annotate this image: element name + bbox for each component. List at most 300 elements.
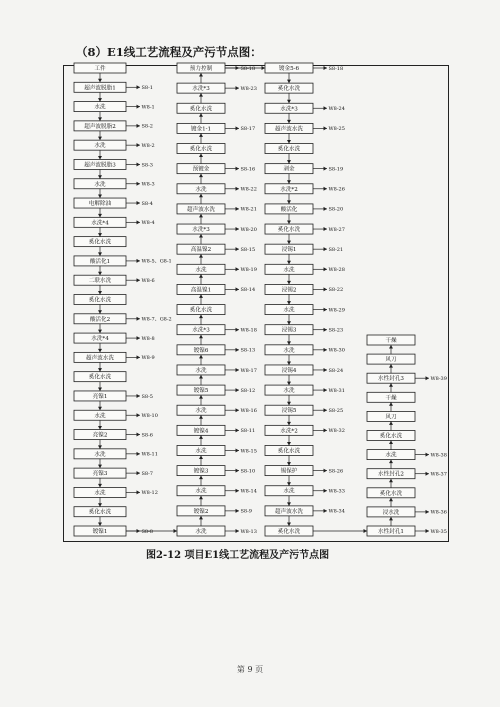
c2-node-9-output-arrowhead xyxy=(236,247,240,251)
c3-node-18-label: 水洗*2 xyxy=(280,428,298,435)
c2-node-4-connector-arrowhead xyxy=(199,133,203,137)
c3-node-10-connector-arrowhead xyxy=(287,261,291,265)
c3-node-1-connector-arrowhead xyxy=(287,80,291,84)
c2-node-5-output-label: S8-16 xyxy=(240,166,256,173)
c1-node-5-connector-arrowhead xyxy=(98,156,102,160)
c4-node-1-connector-arrowhead xyxy=(389,345,393,349)
c2-node-9-connector-arrowhead xyxy=(199,234,203,238)
c1-node-10-output-arrowhead xyxy=(137,259,141,263)
link-c2-to-c3-arrowhead xyxy=(262,66,266,70)
c1-node-15-connector-arrowhead xyxy=(98,349,102,353)
c4-node-10-output-arrowhead xyxy=(426,529,430,533)
c2-node-6-output-arrowhead xyxy=(236,187,240,191)
c1-node-5-output-arrowhead xyxy=(137,162,141,166)
c2-node-8-connector-arrowhead xyxy=(199,214,203,218)
c3-node-21-label: 水洗 xyxy=(283,488,295,495)
c3-node-8-output-label: W8-27 xyxy=(328,226,345,233)
c3-node-7-connector-arrowhead xyxy=(287,200,291,204)
c1-node-8-output-label: W8-4 xyxy=(141,220,155,227)
section-heading: （8）E1线工艺流程及产污节点图： xyxy=(76,45,262,59)
c2-node-11-label: 高温镍1 xyxy=(190,287,212,294)
c3-node-7-label: 酸活化 xyxy=(280,206,298,213)
c4-node-6-label: 水洗 xyxy=(385,452,397,459)
c4-node-2-connector-arrowhead xyxy=(389,364,393,368)
c4-node-3-label: 干燥 xyxy=(385,395,397,402)
c4-node-6-output-label: W8-38 xyxy=(430,452,447,459)
c2-node-16-output-arrowhead xyxy=(236,388,240,392)
c1-node-19-output-label: S8-6 xyxy=(141,432,153,439)
c1-node-11-output-arrowhead xyxy=(137,278,141,282)
c1-node-22-label: 水洗 xyxy=(94,490,106,497)
c3-node-21-output-label: W8-33 xyxy=(328,488,345,495)
c3-node-9-connector-arrowhead xyxy=(287,241,291,245)
c3-node-3-output-label: W8-25 xyxy=(328,126,345,133)
c2-node-11-output-label: S8-14 xyxy=(240,287,256,294)
c2-node-13-output-arrowhead xyxy=(236,328,240,332)
c3-node-16-output-arrowhead xyxy=(324,388,328,392)
c3-node-20-label: 锡保护 xyxy=(280,468,298,475)
c1-node-20-label: 水洗 xyxy=(94,451,106,458)
c3-node-6-output-arrowhead xyxy=(324,187,328,191)
c4-node-4-label: 风刀 xyxy=(385,414,397,421)
c2-node-2-connector-arrowhead xyxy=(199,93,203,97)
c3-node-1-label: 奚化水洗 xyxy=(277,86,301,93)
c4-node-9-connector-arrowhead xyxy=(389,498,393,502)
c3-node-3-output-arrowhead xyxy=(324,126,328,130)
c1-node-21-label: 亮镍3 xyxy=(92,471,108,478)
c3-node-22-label: 超声波水洗 xyxy=(275,508,303,515)
c2-node-21-label: 水洗 xyxy=(195,488,207,495)
c2-node-20-output-arrowhead xyxy=(236,469,240,473)
c3-node-4-label: 奚化水洗 xyxy=(277,146,301,153)
c2-node-22-output-label: S8-9 xyxy=(240,508,252,515)
c2-node-15-connector-arrowhead xyxy=(199,355,203,359)
c1-node-9-connector-arrowhead xyxy=(98,233,102,237)
c2-node-15-label: 水洗 xyxy=(195,367,207,374)
c1-node-6-output-label: W8-3 xyxy=(141,181,155,188)
c1-node-19-output-arrowhead xyxy=(137,433,141,437)
c2-node-18-output-arrowhead xyxy=(236,428,240,432)
c1-node-13-output-arrowhead xyxy=(137,317,141,321)
c3-node-16-connector-arrowhead xyxy=(287,382,291,386)
c3-node-12-label: 水洗 xyxy=(283,307,295,314)
c1-node-18-label: 水洗 xyxy=(94,413,106,420)
c2-node-5-label: 预镀金 xyxy=(192,166,210,173)
c2-node-23-output-arrowhead xyxy=(236,529,240,533)
c2-node-23-connector-arrowhead xyxy=(199,516,203,520)
c1-node-6-connector-arrowhead xyxy=(98,175,102,179)
c2-node-1-output-arrowhead xyxy=(236,86,240,90)
c2-node-16-connector-arrowhead xyxy=(199,375,203,379)
c4-node-9-output-arrowhead xyxy=(426,510,430,514)
c1-node-19-label: 亮镍2 xyxy=(92,432,108,439)
c3-node-9-output-label: S8-21 xyxy=(328,246,344,253)
c2-node-17-label: 水洗 xyxy=(195,408,207,415)
c3-node-9-label: 浸锡1 xyxy=(281,247,297,254)
c1-node-6-label: 水洗 xyxy=(94,181,106,188)
c3-node-0-label: 镀金5-6 xyxy=(278,66,300,72)
c2-node-20-label: 镀镍3 xyxy=(193,468,209,475)
c4-node-5-label: 奚化水洗 xyxy=(379,433,403,440)
c1-node-13-connector-arrowhead xyxy=(98,310,102,314)
c3-node-14-output-label: W8-30 xyxy=(328,347,345,354)
c3-node-8-output-arrowhead xyxy=(324,227,328,231)
c1-node-15-output-label: W8-9 xyxy=(141,355,155,362)
c3-node-15-connector-arrowhead xyxy=(287,361,291,365)
c3-node-18-output-arrowhead xyxy=(324,428,328,432)
c1-node-7-label: 电解除油 xyxy=(88,201,112,208)
c2-node-7-output-label: W8-21 xyxy=(240,206,257,213)
page-number: 第 9 页 xyxy=(236,665,264,674)
c1-node-11-output-label: W8-6 xyxy=(141,278,155,285)
c1-node-7-output-arrowhead xyxy=(137,201,141,205)
c1-node-13-output-label: W8-7、G8-2 xyxy=(141,316,172,323)
c2-node-16-output-label: S8-12 xyxy=(240,387,256,394)
c2-node-1-label: 水洗*3 xyxy=(192,86,210,93)
c2-node-17-output-arrowhead xyxy=(236,408,240,412)
link-c1-to-c2-arrowhead xyxy=(174,529,178,533)
c1-node-17-connector-arrowhead xyxy=(98,387,102,391)
c2-node-13-connector-arrowhead xyxy=(199,315,203,319)
c2-node-10-output-label: W8-19 xyxy=(240,267,257,274)
c1-node-1-label: 超声波脱脂1 xyxy=(84,85,116,92)
c1-node-22-connector-arrowhead xyxy=(98,484,102,488)
c1-node-14-output-label: W8-8 xyxy=(141,335,155,342)
c3-node-7-output-label: S8-20 xyxy=(328,206,344,213)
c1-node-11-connector-arrowhead xyxy=(98,272,102,276)
c1-node-18-connector-arrowhead xyxy=(98,407,102,411)
c2-node-23-label: 水洗 xyxy=(195,529,207,535)
c2-node-13-output-label: W8-18 xyxy=(240,327,257,334)
c1-node-14-connector-arrowhead xyxy=(98,330,102,334)
c2-node-18-output-label: S8-11 xyxy=(240,428,256,435)
c2-node-14-label: 镀镍6 xyxy=(193,347,209,354)
c3-node-17-output-arrowhead xyxy=(324,408,328,412)
c2-node-8-label: 水洗*3 xyxy=(192,227,210,234)
link-c3-to-c4-arrowhead xyxy=(364,529,368,533)
c2-node-23-output-label: W8-13 xyxy=(240,528,257,535)
c2-node-11-output-arrowhead xyxy=(236,287,240,291)
c1-node-7-output-label: S8-4 xyxy=(141,200,153,207)
c4-node-2-output-arrowhead xyxy=(426,376,430,380)
c4-node-7-label: 水性封孔2 xyxy=(378,471,404,478)
c3-node-12-output-label: W8-29 xyxy=(328,307,345,314)
c3-node-5-label: 剥金 xyxy=(283,166,295,173)
c4-node-6-output-arrowhead xyxy=(426,453,430,457)
c3-node-3-connector-arrowhead xyxy=(287,120,291,124)
c2-node-21-output-arrowhead xyxy=(236,489,240,493)
c3-node-16-output-label: W8-31 xyxy=(328,387,345,394)
c1-node-14-label: 水洗*4 xyxy=(91,336,109,343)
c1-node-21-connector-arrowhead xyxy=(98,465,102,469)
c1-node-5-output-label: S8-3 xyxy=(141,162,153,169)
c1-node-2-connector-arrowhead xyxy=(98,98,102,102)
c2-node-9-label: 高温镍2 xyxy=(190,247,212,254)
c3-node-14-label: 水洗 xyxy=(283,347,295,354)
c2-node-4-label: 奚化水洗 xyxy=(189,146,213,153)
c3-node-2-label: 水洗*3 xyxy=(280,106,298,113)
c3-node-20-output-arrowhead xyxy=(324,469,328,473)
c3-node-15-label: 浸锡4 xyxy=(281,367,297,374)
c2-node-5-connector-arrowhead xyxy=(199,154,203,158)
c2-node-22-label: 镀镍2 xyxy=(193,508,209,515)
c1-node-3-connector-arrowhead xyxy=(98,117,102,121)
c2-node-17-connector-arrowhead xyxy=(199,395,203,399)
c4-node-5-connector-arrowhead xyxy=(389,421,393,425)
figure-caption: 图2-12 项目E1线工艺流程及产污节点图 xyxy=(146,550,330,561)
c1-node-4-connector-arrowhead xyxy=(98,137,102,141)
c1-node-22-output-arrowhead xyxy=(137,490,141,494)
c3-node-17-output-label: S8-25 xyxy=(328,408,344,415)
c4-node-4-connector-arrowhead xyxy=(389,402,393,406)
c3-node-14-output-arrowhead xyxy=(324,348,328,352)
c2-node-13-label: 水洗*3 xyxy=(192,327,210,334)
c2-node-10-connector-arrowhead xyxy=(199,254,203,258)
c1-node-21-output-label: S8-7 xyxy=(141,470,153,477)
c1-node-11-label: 二联水洗 xyxy=(88,278,112,285)
c3-node-11-output-label: S8-22 xyxy=(328,287,344,294)
c2-node-21-connector-arrowhead xyxy=(199,476,203,480)
c3-node-0-output-arrowhead xyxy=(324,66,328,70)
c2-node-14-output-arrowhead xyxy=(236,348,240,352)
c2-node-19-output-label: W8-15 xyxy=(240,448,257,455)
c3-node-2-connector-arrowhead xyxy=(287,100,291,104)
c1-node-6-output-arrowhead xyxy=(137,182,141,186)
c1-node-18-output-arrowhead xyxy=(137,413,141,417)
c2-node-18-connector-arrowhead xyxy=(199,415,203,419)
c1-node-2-output-label: W8-1 xyxy=(141,104,155,111)
c1-node-19-connector-arrowhead xyxy=(98,426,102,430)
c2-node-1-output-label: W8-23 xyxy=(240,85,257,92)
c3-node-20-output-label: S8-26 xyxy=(328,468,344,475)
c2-node-1-connector-arrowhead xyxy=(199,73,203,77)
c1-node-18-output-label: W8-10 xyxy=(141,413,158,420)
c4-node-0-label: 干燥 xyxy=(385,338,397,344)
c3-node-11-label: 浸锡2 xyxy=(281,287,297,294)
c3-node-22-connector-arrowhead xyxy=(287,502,291,506)
c4-node-1-label: 风刀 xyxy=(385,357,397,364)
c4-node-10-label: 水性封孔1 xyxy=(378,529,404,535)
c1-node-17-output-arrowhead xyxy=(137,394,141,398)
c1-node-4-output-label: W8-2 xyxy=(141,142,155,149)
c1-node-5-label: 超声波脱脂3 xyxy=(84,162,116,169)
c1-node-3-label: 超声波脱脂2 xyxy=(84,123,116,130)
c2-node-3-output-label: S8-17 xyxy=(240,126,256,133)
c2-node-22-output-arrowhead xyxy=(236,509,240,513)
c1-node-1-output-label: S8-1 xyxy=(141,85,153,92)
c2-node-11-connector-arrowhead xyxy=(199,274,203,278)
c1-node-24-label: 镀镍1 xyxy=(92,529,108,535)
c3-node-17-connector-arrowhead xyxy=(287,402,291,406)
c3-node-13-output-arrowhead xyxy=(324,328,328,332)
c3-node-21-connector-arrowhead xyxy=(287,482,291,486)
c1-node-0-label: 工件 xyxy=(94,66,106,72)
c1-node-23-label: 奚化水洗 xyxy=(88,509,112,516)
c2-node-6-connector-arrowhead xyxy=(199,174,203,178)
c3-node-4-connector-arrowhead xyxy=(287,140,291,144)
c4-node-10-connector-arrowhead xyxy=(389,517,393,521)
c1-node-17-label: 亮镍1 xyxy=(92,393,108,400)
c2-node-16-label: 镀镍5 xyxy=(193,388,209,395)
c1-node-24-connector-arrowhead xyxy=(98,523,102,527)
c1-node-12-label: 奚化水洗 xyxy=(88,297,112,304)
c2-node-7-label: 超声波水洗 xyxy=(187,206,215,213)
c2-node-12-label: 奚化水洗 xyxy=(189,307,213,314)
c1-node-20-connector-arrowhead xyxy=(98,445,102,449)
c3-node-5-connector-arrowhead xyxy=(287,160,291,164)
c1-node-20-output-label: W8-11 xyxy=(141,451,158,458)
c3-node-8-connector-arrowhead xyxy=(287,221,291,225)
c2-node-20-connector-arrowhead xyxy=(199,455,203,459)
c1-node-1-output-arrowhead xyxy=(137,85,141,89)
c2-node-0-label: 预力控制 xyxy=(189,66,213,72)
c3-node-21-output-arrowhead xyxy=(324,489,328,493)
c2-node-15-output-label: W8-17 xyxy=(240,367,257,374)
c3-node-9-output-arrowhead xyxy=(324,247,328,251)
c2-node-6-label: 水洗 xyxy=(195,186,207,193)
c3-node-10-output-label: W8-28 xyxy=(328,267,345,274)
c1-node-23-connector-arrowhead xyxy=(98,503,102,507)
c4-node-6-connector-arrowhead xyxy=(389,441,393,445)
c3-node-11-connector-arrowhead xyxy=(287,281,291,285)
c3-node-5-output-label: S8-19 xyxy=(328,166,344,173)
c2-node-19-output-arrowhead xyxy=(236,448,240,452)
c3-node-2-output-arrowhead xyxy=(324,106,328,110)
c2-node-22-connector-arrowhead xyxy=(199,496,203,500)
c2-node-15-output-arrowhead xyxy=(236,368,240,372)
c3-node-6-output-label: W8-26 xyxy=(328,186,345,193)
c3-node-20-connector-arrowhead xyxy=(287,462,291,466)
c3-node-22-output-arrowhead xyxy=(324,509,328,513)
c3-node-14-connector-arrowhead xyxy=(287,341,291,345)
c1-node-4-output-arrowhead xyxy=(137,143,141,147)
c4-node-7-output-label: W8-37 xyxy=(430,471,447,478)
c4-node-8-connector-arrowhead xyxy=(389,479,393,483)
c2-node-8-output-label: W8-20 xyxy=(240,226,257,233)
c1-node-1-connector-arrowhead xyxy=(98,79,102,83)
c1-node-14-output-arrowhead xyxy=(137,336,141,340)
c2-node-19-label: 水洗 xyxy=(195,448,207,455)
c4-node-8-label: 奚化水洗 xyxy=(379,490,403,497)
c1-node-21-output-arrowhead xyxy=(137,471,141,475)
c3-node-7-output-arrowhead xyxy=(324,207,328,211)
c3-node-18-connector-arrowhead xyxy=(287,422,291,426)
c2-node-7-output-arrowhead xyxy=(236,207,240,211)
c1-node-13-label: 酸活化2 xyxy=(89,316,111,323)
c2-node-5-output-arrowhead xyxy=(236,167,240,171)
c2-node-19-connector-arrowhead xyxy=(199,435,203,439)
c1-node-3-output-arrowhead xyxy=(137,124,141,128)
c4-node-3-connector-arrowhead xyxy=(389,383,393,387)
c2-node-21-output-label: W8-14 xyxy=(240,488,257,495)
c1-node-3-output-label: S8-2 xyxy=(141,123,153,130)
c2-node-3-connector-arrowhead xyxy=(199,113,203,117)
c3-node-13-label: 浸锡3 xyxy=(281,327,297,334)
c1-node-24-output-label: S8-8 xyxy=(141,528,153,535)
c3-node-15-output-label: S8-24 xyxy=(328,367,344,374)
c1-node-2-output-arrowhead xyxy=(137,105,141,109)
c2-node-17-output-label: W8-16 xyxy=(240,408,257,415)
c1-node-2-label: 水洗 xyxy=(94,104,106,111)
c3-node-22-output-label: W8-34 xyxy=(328,508,345,515)
c3-node-6-label: 水洗*2 xyxy=(280,186,298,193)
c2-node-20-output-label: S8-10 xyxy=(240,468,256,475)
c2-node-7-connector-arrowhead xyxy=(199,194,203,198)
c1-node-8-output-arrowhead xyxy=(137,220,141,224)
c1-node-10-connector-arrowhead xyxy=(98,252,102,256)
c2-node-2-label: 奚化水洗 xyxy=(189,106,213,113)
c2-node-12-connector-arrowhead xyxy=(199,294,203,298)
c1-node-7-connector-arrowhead xyxy=(98,195,102,199)
c2-node-10-output-arrowhead xyxy=(236,267,240,271)
c1-node-16-label: 奚化水洗 xyxy=(88,374,112,381)
c3-node-5-output-arrowhead xyxy=(324,167,328,171)
c3-node-2-output-label: W8-24 xyxy=(328,106,345,113)
c3-node-8-label: 奚化水洗 xyxy=(277,227,301,234)
c4-node-2-label: 水性封孔3 xyxy=(378,376,404,383)
c3-node-23-label: 奚化水洗 xyxy=(277,529,301,535)
c3-node-10-output-arrowhead xyxy=(324,267,328,271)
c1-node-10-label: 酸活化1 xyxy=(89,258,111,265)
c4-node-9-output-label: W8-36 xyxy=(430,509,447,516)
c1-node-8-connector-arrowhead xyxy=(98,214,102,218)
c4-node-7-connector-arrowhead xyxy=(389,460,393,464)
c2-node-3-label: 镀金1-1 xyxy=(190,126,212,133)
c1-node-10-output-label: W8-5、G8-1 xyxy=(141,258,172,265)
c1-node-9-label: 奚化水洗 xyxy=(88,239,112,246)
c1-node-12-connector-arrowhead xyxy=(98,291,102,295)
c2-node-14-connector-arrowhead xyxy=(199,335,203,339)
c3-node-10-label: 水洗 xyxy=(283,267,295,274)
c3-node-17-label: 浸锡5 xyxy=(281,408,297,415)
c3-node-0-output-label: S8-18 xyxy=(328,65,344,72)
c3-node-13-connector-arrowhead xyxy=(287,321,291,325)
c3-node-18-output-label: W8-32 xyxy=(328,428,345,435)
c1-node-20-output-arrowhead xyxy=(137,452,141,456)
c3-node-15-output-arrowhead xyxy=(324,368,328,372)
c2-node-9-output-label: S8-15 xyxy=(240,246,256,253)
c4-node-2-output-label: W8-39 xyxy=(430,376,447,382)
c2-node-0-output-label: S8-18 xyxy=(240,65,256,72)
c1-node-15-output-arrowhead xyxy=(137,355,141,359)
c1-node-22-output-label: W8-12 xyxy=(141,490,158,497)
c2-node-6-output-label: W8-22 xyxy=(240,186,257,193)
c3-node-19-label: 奚化水洗 xyxy=(277,448,301,455)
c2-node-10-label: 水洗 xyxy=(195,267,207,274)
c1-node-4-label: 水洗 xyxy=(94,143,106,150)
c3-node-19-connector-arrowhead xyxy=(287,442,291,446)
c3-node-12-connector-arrowhead xyxy=(287,301,291,305)
c3-node-13-output-label: S8-23 xyxy=(328,327,344,334)
c3-node-6-connector-arrowhead xyxy=(287,180,291,184)
c1-node-16-connector-arrowhead xyxy=(98,368,102,372)
c2-node-3-output-arrowhead xyxy=(236,126,240,130)
c2-node-8-output-arrowhead xyxy=(236,227,240,231)
c3-node-23-connector-arrowhead xyxy=(287,523,291,527)
c1-node-17-output-label: S8-5 xyxy=(141,393,153,400)
c3-node-12-output-arrowhead xyxy=(324,308,328,312)
c1-node-8-label: 水洗*4 xyxy=(91,220,109,227)
c4-node-9-label: 浸水洗 xyxy=(382,509,400,516)
c3-node-11-output-arrowhead xyxy=(324,287,328,291)
c3-node-3-label: 超声波水洗 xyxy=(275,126,303,133)
c1-node-15-label: 超声波水洗 xyxy=(86,355,114,362)
c4-node-10-output-label: W8-35 xyxy=(430,528,447,535)
c2-node-14-output-label: S8-13 xyxy=(240,347,256,354)
c3-node-16-label: 水洗 xyxy=(283,388,295,395)
c4-node-7-output-arrowhead xyxy=(426,472,430,476)
c2-node-18-label: 镀镍4 xyxy=(193,428,209,435)
